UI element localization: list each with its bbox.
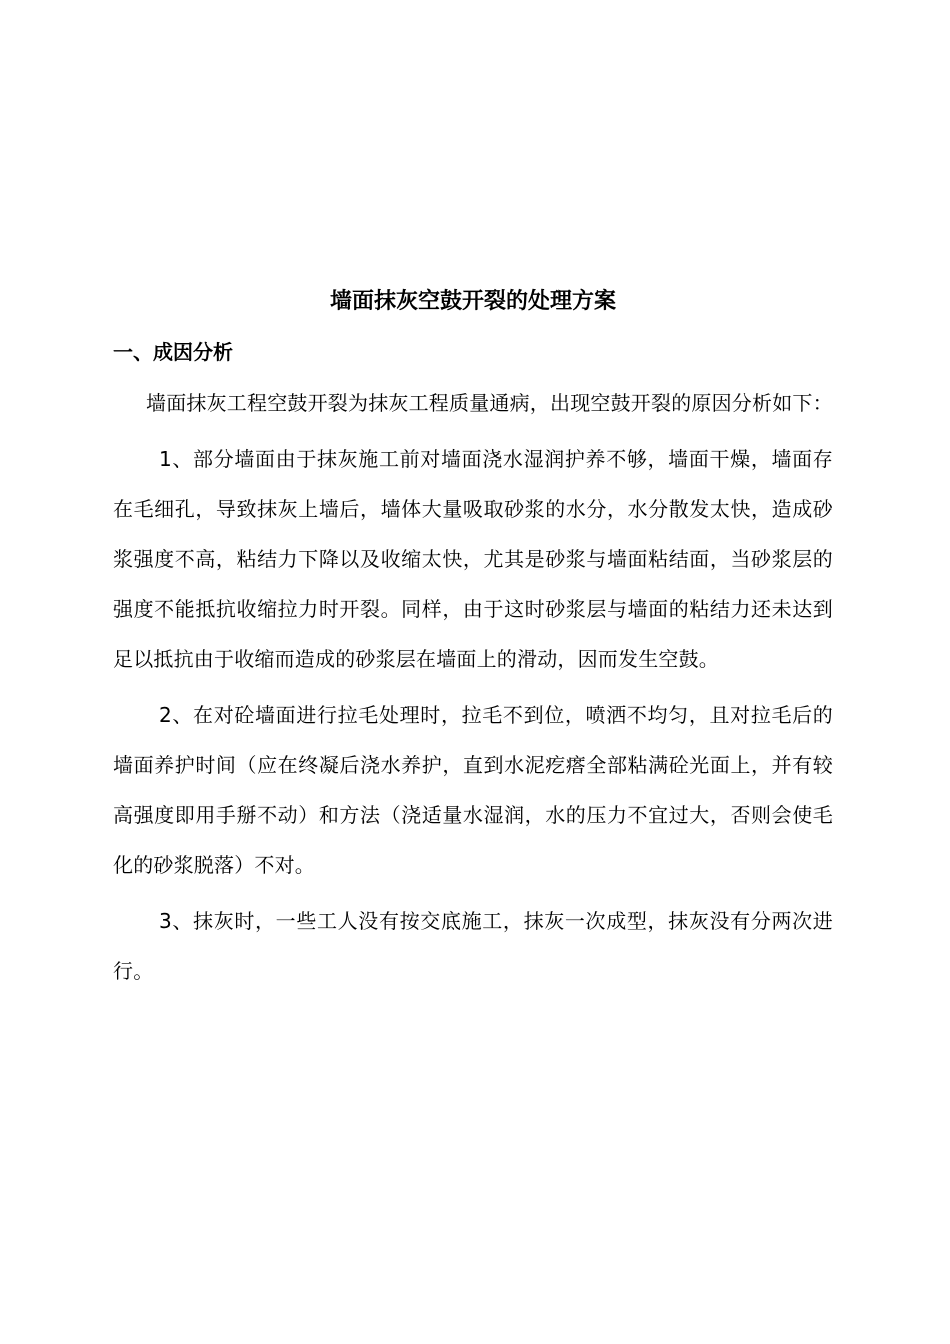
cause-item-2: 2、在对砼墙面进行拉毛处理时，拉毛不到位，喷洒不均匀，且对拉毛后的墙面养护时间（应在终凝后浇水养护，直到水泥疙瘩全部粘满砼光面上，并有较高强度即用手掰不动）和方法（浇适量水湿润，水的压力不宜过大，否则会使毛化的砂浆脱落）不对。	[113, 703, 833, 877]
cause-item-1: 1、部分墙面由于抹灰施工前对墙面浇水湿润护养不够，墙面干燥，墙面存在毛细孔，导致抹灰上墙后，墙体大量吸取砂浆的水分，水分散发太快，造成砂浆强度不高，粘结力下降以及收缩太快，尤其是砂浆与墙面粘结面，当砂浆层的强度不能抵抗收缩拉力时开裂。同样，由于这时砂浆层与墙面的粘结力还未达到足以抵抗由于收缩而造成的砂浆层在墙面上的滑动，因而发生空鼓。	[113, 447, 833, 671]
cause-item-3: 3、抹灰时，一些工人没有按交底施工，抹灰一次成型，抹灰没有分两次进行。	[113, 909, 833, 983]
section-heading: 一、成因分析	[113, 340, 233, 364]
document-body	[113, 282, 833, 996]
intro-paragraph: 墙面抹灰工程空鼓开裂为抹灰工程质量通病，出现空鼓开裂的原因分析如下：	[146, 391, 833, 415]
document-title: 墙面抹灰空鼓开裂的处理方案	[329, 289, 616, 314]
